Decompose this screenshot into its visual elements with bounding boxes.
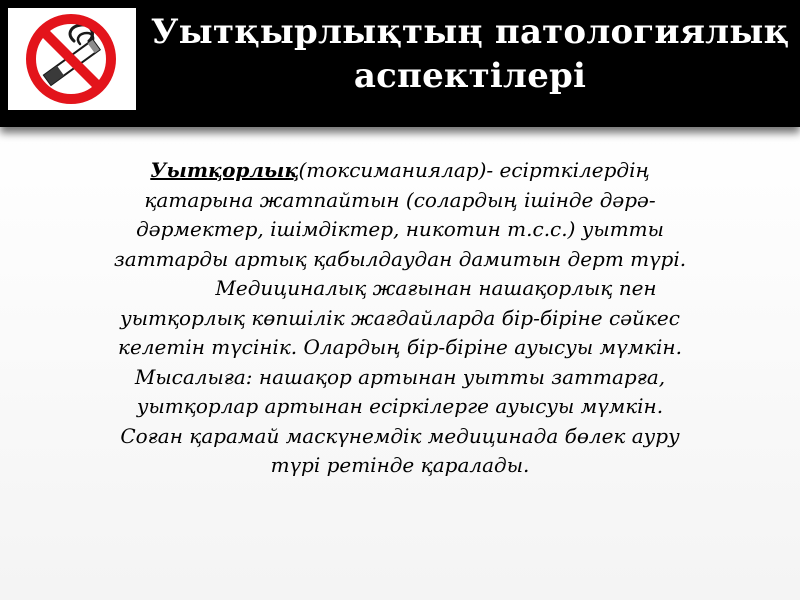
- body-line-11: түрі ретінде қаралады.: [270, 453, 530, 477]
- body-line-6: уытқорлық көпшілік жағдайларда бір-біріне сәйкес: [120, 305, 680, 330]
- body-line-4: заттарды артық қабылдаудан дамитын дерт түрі.: [113, 246, 687, 271]
- title-line-2: аспектілері: [353, 56, 587, 96]
- body-line-1: [40, 156, 760, 186]
- body-line-7: келетін түсінік. Олардың бір-біріне ауысуы мүмкін.: [118, 335, 682, 359]
- body-line-9: уытқорлар артынан есіркілерге ауысуы мүмкін.: [136, 394, 664, 418]
- body-line-2: қатарына жатпайтын (солардың ішінде дәрә-: [144, 187, 656, 212]
- body-line-3: дәрмектер, ішімдіктер, никотин т.с.с.) уытты: [136, 217, 664, 241]
- body-line-8: Мысалыға: нашақор артынан уытты заттарға,: [134, 364, 666, 389]
- defined-term: Уытқорлық: [150, 158, 299, 182]
- no-smoking-icon: [8, 8, 136, 110]
- slide-title: [140, 10, 800, 98]
- body-line-5-text: Медициналық жағынан нашақорлық пен: [215, 276, 657, 300]
- logo-box: [8, 8, 136, 110]
- body-line-1-rest: (токсиманиялар)- есірткілердің: [298, 158, 650, 182]
- slide-header: [0, 0, 800, 127]
- slide-body-text: [40, 156, 760, 481]
- title-line-1: Уытқырлықтың патологиялық: [150, 12, 790, 52]
- body-line-10: Соған қарамай маскүнемдік медицинада бөлек ауру: [120, 423, 680, 448]
- body-line-5: [40, 274, 760, 304]
